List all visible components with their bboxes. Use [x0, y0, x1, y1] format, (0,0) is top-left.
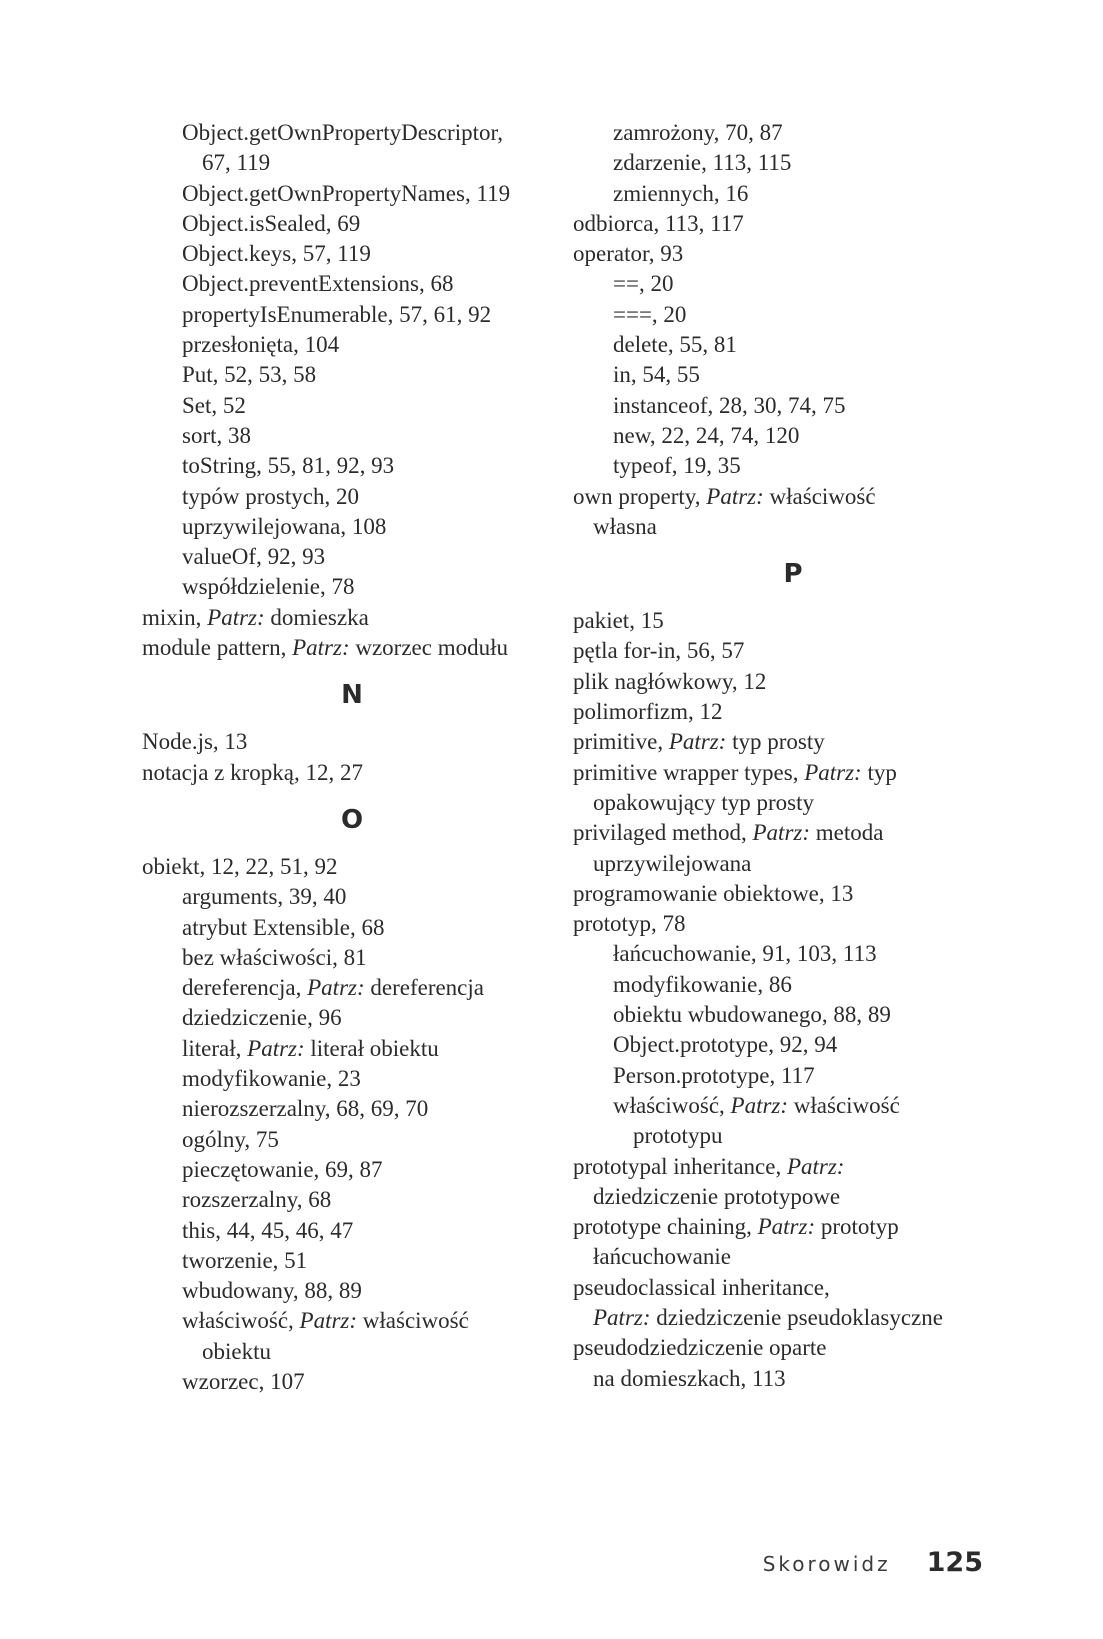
entry-text: Object.preventExtensions, 68 — [182, 271, 454, 297]
index-entry — [142, 943, 562, 973]
entry-text: modyfikowanie, 23 — [182, 1066, 361, 1092]
entry-text: pseudoclassical inheritance, — [573, 1274, 830, 1300]
spacer — [573, 589, 1013, 606]
index-entry — [142, 391, 562, 421]
entry-text: obiekt, 12, 22, 51, 92 — [142, 853, 338, 879]
index-entry — [573, 1030, 1013, 1060]
index-entry — [573, 636, 1013, 666]
index-entry — [142, 118, 562, 148]
entry-text: literał, — [182, 1035, 248, 1061]
index-entry — [142, 512, 562, 542]
index-entry — [573, 1182, 1013, 1212]
entry-text: właściwość, — [182, 1308, 300, 1334]
entry-text: Object.getOwnPropertyDescriptor, — [182, 120, 503, 145]
entry-text: programowanie obiektowe, 13 — [573, 880, 854, 906]
index-entry — [142, 360, 562, 390]
index-entry — [573, 1000, 1013, 1030]
section-label: Skorowidz — [762, 1552, 891, 1576]
index-entry — [142, 1246, 562, 1276]
index-entry — [142, 973, 562, 1003]
spacer — [142, 788, 562, 805]
index-entry — [142, 1337, 562, 1367]
cross-reference-target: właściwość — [788, 1092, 900, 1118]
index-entry — [142, 603, 562, 633]
cross-reference-label: Patrz: — [752, 820, 810, 846]
entry-text: uprzywilejowana, 108 — [182, 513, 387, 539]
entry-text: operator, 93 — [573, 241, 684, 267]
entry-text: in, 54, 55 — [613, 362, 700, 388]
index-entry — [142, 269, 562, 299]
cross-reference-label: Patrz: — [786, 1153, 845, 1179]
entry-text: primitive wrapper types, — [573, 759, 805, 785]
index-entry — [142, 1276, 562, 1306]
entry-text: nierozszerzalny, 68, 69, 70 — [182, 1096, 429, 1122]
cross-reference-target: literał obiektu — [304, 1035, 439, 1061]
entry-text: wzorzec, 107 — [182, 1368, 305, 1394]
index-entry — [573, 512, 1013, 542]
entry-text: Object.prototype, 92, 94 — [613, 1032, 838, 1058]
cross-reference-target: właściwość — [357, 1308, 469, 1334]
entry-text: wbudowany, 88, 89 — [182, 1278, 362, 1304]
entry-text: łańcuchowanie, 91, 103, 113 — [613, 941, 877, 967]
index-entry — [142, 1367, 562, 1397]
index-entry — [142, 1185, 562, 1215]
entry-text: ===, 20 — [613, 301, 687, 327]
index-entry — [142, 300, 562, 330]
entry-text: zmiennych, 16 — [613, 180, 749, 206]
entry-text: sort, 38 — [182, 422, 251, 448]
index-entry — [573, 118, 1013, 148]
entry-text: polimorfizm, 12 — [573, 699, 723, 725]
index-entry — [573, 482, 1013, 512]
index-entry — [142, 758, 562, 788]
entry-text: Person.prototype, 117 — [613, 1062, 815, 1088]
index-entry — [142, 209, 562, 239]
index-entry — [142, 1034, 562, 1064]
index-entry — [573, 879, 1013, 909]
index-entry — [573, 667, 1013, 697]
cross-reference-target: dziedziczenie pseudoklasyczne — [650, 1304, 943, 1330]
entry-text: ogólny, 75 — [182, 1126, 279, 1152]
index-entry — [573, 1121, 1013, 1151]
index-entry — [142, 633, 562, 663]
cross-reference-label: Patrz: — [668, 729, 727, 755]
index-entry — [573, 697, 1013, 727]
cross-reference-target: domieszka — [264, 604, 369, 630]
entry-text: bez właściwości, 81 — [182, 944, 367, 970]
entry-text: Node.js, 13 — [142, 729, 248, 755]
entry-text: ==, 20 — [613, 271, 674, 297]
entry-text: Object.isSealed, 69 — [182, 210, 361, 236]
index-entry — [573, 606, 1013, 636]
spacer — [573, 542, 1013, 559]
spacer — [142, 663, 562, 680]
entry-text: Set, 52 — [182, 392, 246, 418]
entry-text: zamrożony, 70, 87 — [613, 120, 783, 145]
index-entry — [142, 1003, 562, 1033]
entry-text: Object.keys, 57, 119 — [182, 241, 371, 267]
index-column-right — [573, 118, 1013, 1394]
entry-text: na domieszkach, 113 — [593, 1365, 786, 1391]
entry-text: new, 22, 24, 74, 120 — [613, 422, 800, 448]
entry-text: instanceof, 28, 30, 74, 75 — [613, 392, 846, 418]
index-entry — [142, 727, 562, 757]
index-entry — [573, 239, 1013, 269]
cross-reference-label: Patrz: — [247, 1035, 305, 1061]
entry-text: dereferencja, — [182, 975, 308, 1001]
index-entry — [142, 1216, 562, 1246]
index-entry — [142, 330, 562, 360]
entry-text: this, 44, 45, 46, 47 — [182, 1217, 354, 1243]
entry-text: łańcuchowanie — [593, 1244, 731, 1270]
index-entry — [573, 1364, 1013, 1394]
index-entry — [573, 330, 1013, 360]
index-entry — [573, 1273, 1013, 1303]
entry-text: pieczętowanie, 69, 87 — [182, 1156, 383, 1182]
index-entry — [573, 1212, 1013, 1242]
index-entry — [142, 1306, 562, 1336]
cross-reference-label: Patrz: — [706, 483, 764, 509]
page-number: 125 — [926, 1547, 983, 1578]
index-entry — [573, 451, 1013, 481]
index-entry — [573, 269, 1013, 299]
cross-reference-target: dereferencja — [364, 975, 484, 1001]
entry-text: typów prostych, 20 — [182, 483, 359, 509]
entry-text: rozszerzalny, 68 — [182, 1187, 332, 1213]
index-letter-heading: N — [341, 680, 363, 711]
index-entry — [573, 360, 1013, 390]
entry-text: primitive, — [573, 729, 669, 755]
index-entry — [573, 179, 1013, 209]
entry-text: tworzenie, 51 — [182, 1247, 308, 1273]
entry-text: plik nagłówkowy, 12 — [573, 668, 767, 694]
cross-reference-label: Patrz: — [207, 604, 265, 630]
entry-text: współdzielenie, 78 — [182, 574, 355, 600]
entry-text: uprzywilejowana — [593, 850, 752, 876]
spacer — [142, 710, 562, 727]
entry-text: obiektu — [202, 1338, 271, 1364]
index-entry — [142, 882, 562, 912]
entry-text: Object.getOwnPropertyNames, 119 — [182, 180, 511, 206]
entry-text: prototyp, 78 — [573, 911, 686, 937]
cross-reference-label: Patrz: — [804, 759, 862, 785]
page-footer — [763, 1547, 983, 1578]
cross-reference-target: metoda — [810, 820, 884, 846]
index-column-left — [142, 118, 562, 1397]
index-entry — [142, 852, 562, 882]
index-entry — [573, 1242, 1013, 1272]
cross-reference-target: typ prosty — [726, 729, 825, 755]
entry-text: arguments, 39, 40 — [182, 884, 347, 910]
entry-text: dziedziczenie, 96 — [182, 1005, 342, 1031]
entry-text: privilaged method, — [573, 820, 753, 846]
index-entry — [573, 849, 1013, 879]
entry-text: własna — [593, 513, 657, 539]
entry-text: typeof, 19, 35 — [613, 453, 741, 479]
index-entry — [573, 909, 1013, 939]
entry-text: notacja z kropką, 12, 27 — [142, 759, 363, 785]
index-entry — [573, 818, 1013, 848]
index-entry — [573, 1152, 1013, 1182]
index-entry — [142, 421, 562, 451]
index-entry — [573, 1061, 1013, 1091]
cross-reference-target: właściwość — [763, 483, 876, 509]
cross-reference-label: Patrz: — [593, 1304, 651, 1330]
cross-reference-target: prototyp — [815, 1214, 899, 1240]
entry-text: atrybut Extensible, 68 — [182, 914, 385, 940]
index-entry — [142, 913, 562, 943]
entry-text: opakowujący typ prosty — [593, 789, 815, 815]
index-entry — [573, 758, 1013, 788]
entry-text: module pattern, — [142, 635, 293, 661]
entry-text: odbiorca, 113, 117 — [573, 210, 744, 236]
entry-text: pseudodziedziczenie oparte — [573, 1335, 827, 1361]
index-entry — [142, 1125, 562, 1155]
entry-text: toString, 55, 81, 92, 93 — [182, 453, 395, 479]
index-entry — [142, 239, 562, 269]
index-entry — [573, 970, 1013, 1000]
index-entry — [573, 300, 1013, 330]
cross-reference-label: Patrz: — [757, 1214, 816, 1240]
index-entry — [573, 727, 1013, 757]
index-entry — [142, 482, 562, 512]
entry-text: obiektu wbudowanego, 88, 89 — [613, 1002, 891, 1028]
cross-reference-target: wzorzec modułu — [349, 635, 508, 661]
index-entry — [142, 179, 562, 209]
entry-text: prototypal inheritance, — [573, 1153, 787, 1179]
entry-text: delete, 55, 81 — [613, 332, 737, 358]
entry-text: propertyIsEnumerable, 57, 61, 92 — [182, 301, 492, 327]
index-entry — [573, 421, 1013, 451]
index-entry — [573, 788, 1013, 818]
entry-text: pętla for-in, 56, 57 — [573, 638, 745, 664]
entry-text: właściwość, — [613, 1092, 731, 1118]
index-entry — [142, 572, 562, 602]
entry-text: prototypu — [633, 1123, 723, 1149]
index-entry — [573, 939, 1013, 969]
cross-reference-label: Patrz: — [299, 1308, 358, 1334]
entry-text: prototype chaining, — [573, 1214, 758, 1240]
entry-text: przesłonięta, 104 — [182, 332, 340, 358]
index-entry — [142, 1064, 562, 1094]
entry-text: pakiet, 15 — [573, 608, 664, 634]
entry-text: 67, 119 — [202, 150, 271, 176]
spacer — [142, 835, 562, 852]
cross-reference-label: Patrz: — [730, 1092, 789, 1118]
index-entry — [573, 391, 1013, 421]
index-entry — [573, 1333, 1013, 1363]
entry-text: zdarzenie, 113, 115 — [613, 150, 792, 176]
index-entry — [573, 1303, 1013, 1333]
cross-reference-label: Patrz: — [292, 635, 350, 661]
index-entry — [142, 1094, 562, 1124]
cross-reference-label: Patrz: — [307, 975, 365, 1001]
index-entry — [573, 209, 1013, 239]
entry-text: mixin, — [142, 604, 208, 630]
entry-text: modyfikowanie, 86 — [613, 971, 792, 997]
entry-text: Put, 52, 53, 58 — [182, 362, 317, 388]
index-entry — [142, 451, 562, 481]
cross-reference-target: typ — [861, 759, 897, 785]
index-entry — [142, 148, 562, 178]
index-entry — [573, 148, 1013, 178]
entry-text: valueOf, 92, 93 — [182, 544, 326, 570]
index-letter-heading: O — [340, 804, 364, 835]
index-entry — [142, 1155, 562, 1185]
entry-text: dziedziczenie prototypowe — [593, 1183, 841, 1209]
index-entry — [573, 1091, 1013, 1121]
index-entry — [142, 542, 562, 572]
entry-text: own property, — [573, 483, 707, 509]
index-letter-heading: P — [783, 559, 803, 590]
